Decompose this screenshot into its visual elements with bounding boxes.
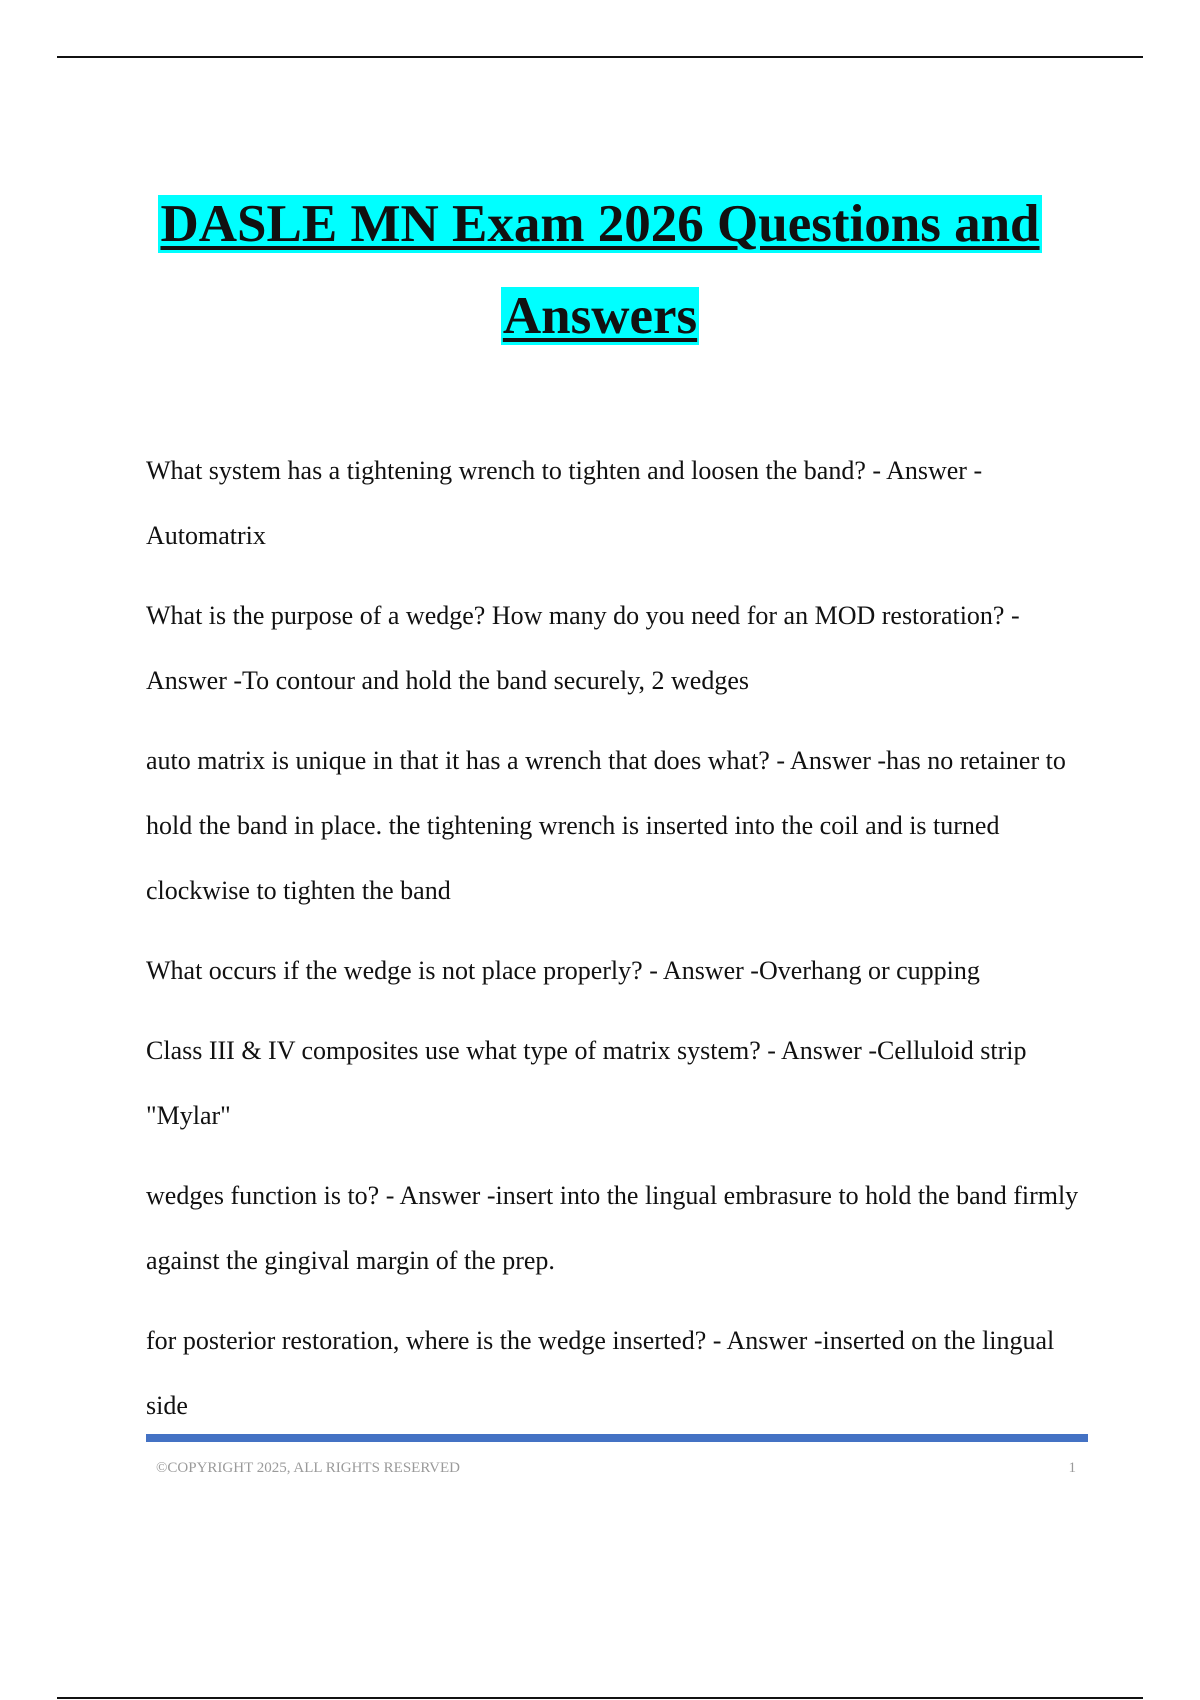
qa-item: wedges function is to? - Answer -insert into the lingual embrasure to hold the band firmly against the gingival margin of the prep.	[146, 1181, 1079, 1275]
top-rule	[57, 56, 1143, 58]
qa-item: Class III & IV composites use what type of matrix system? - Answer -Celluloid strip "Mylar"	[146, 1036, 1027, 1130]
qa-list	[146, 438, 1092, 1453]
copyright-text: ©COPYRIGHT 2025, ALL RIGHTS RESERVED	[156, 1460, 460, 1476]
page-footer	[156, 1460, 1076, 1477]
page-number: 1	[1068, 1460, 1076, 1476]
qa-item: for posterior restoration, where is the wedge inserted? - Answer -inserted on the lingual side	[146, 1326, 1055, 1420]
qa-item: auto matrix is unique in that it has a wrench that does what? - Answer -has no retainer to hold the band in place. the tightening wrench is inserted into the coil and is turned clockwise to tighten the band	[146, 746, 1066, 905]
footer-bar	[146, 1434, 1088, 1442]
title-line-1: DASLE MN Exam 2026 Questions and	[160, 195, 1040, 253]
document-title	[0, 178, 1200, 362]
qa-item: What occurs if the wedge is not place properly? - Answer -Overhang or cupping	[146, 956, 980, 985]
bottom-rule	[57, 1697, 1143, 1699]
title-line-2: Answers	[502, 287, 698, 345]
qa-item: What system has a tightening wrench to tighten and loosen the band? - Answer -Automatrix	[146, 456, 983, 550]
qa-item: What is the purpose of a wedge? How many do you need for an MOD restoration? - Answer -To contour and hold the band securely, 2 wedges	[146, 601, 1020, 695]
